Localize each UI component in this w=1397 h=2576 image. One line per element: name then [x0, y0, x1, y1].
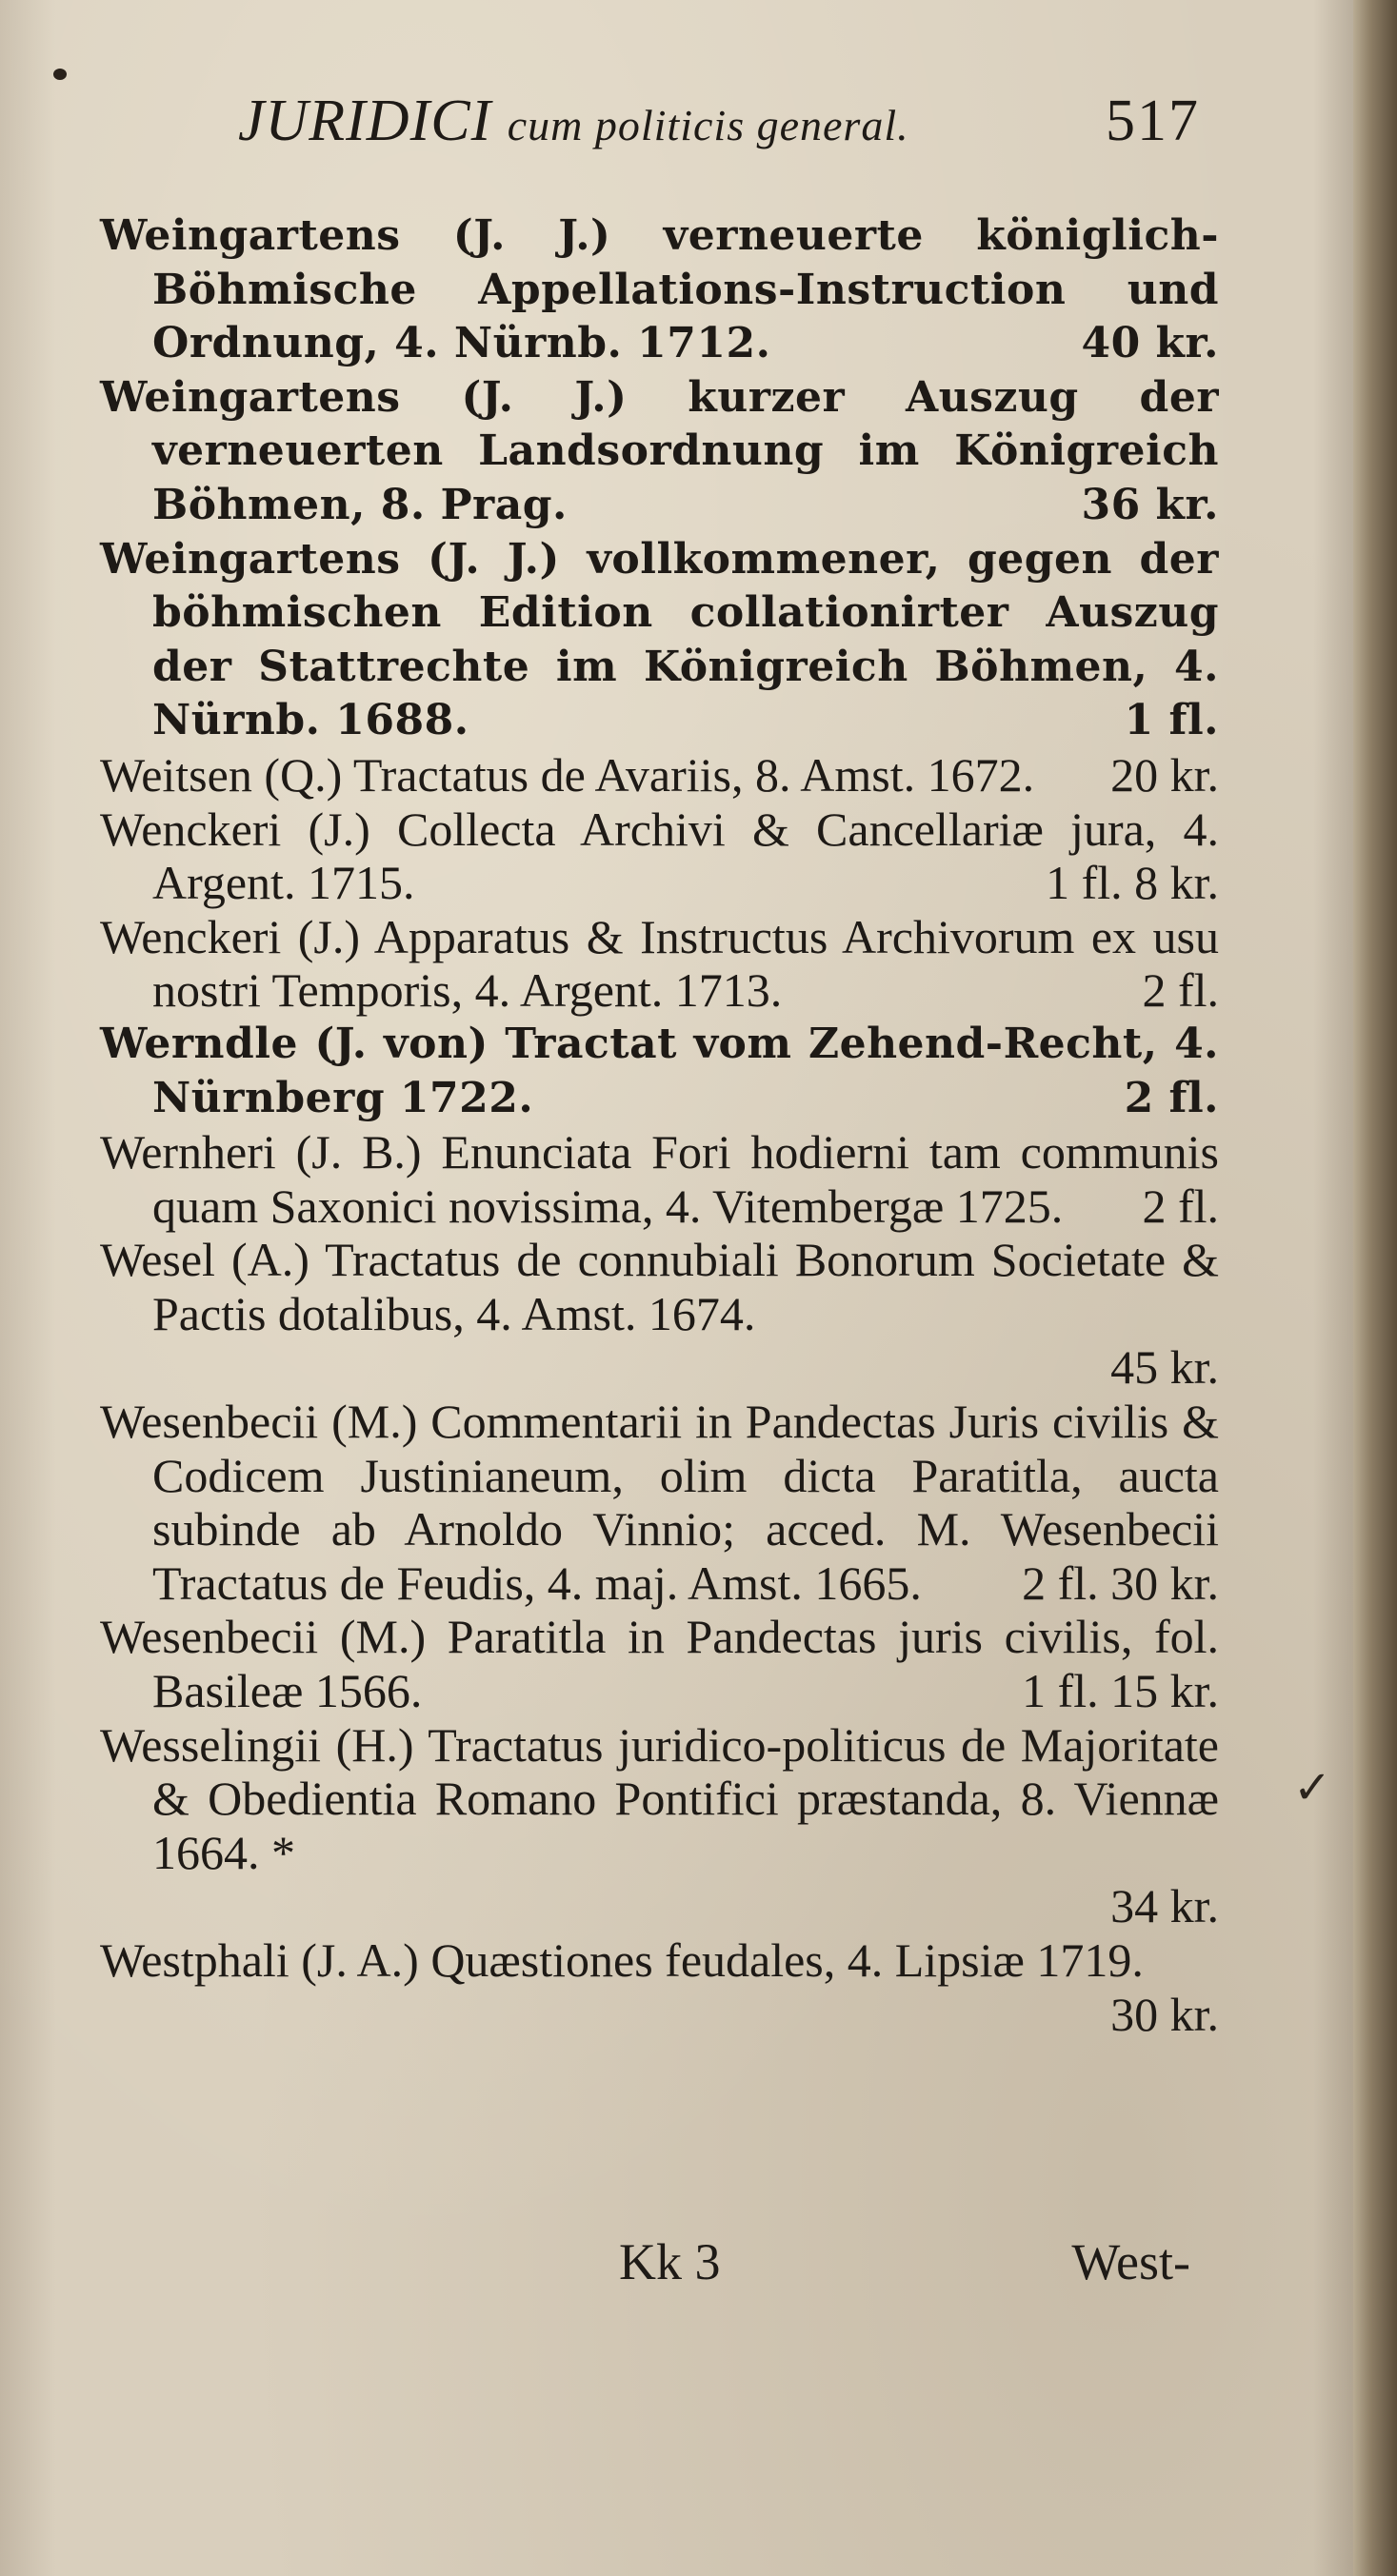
- entry-price: 34 kr.: [1110, 1879, 1219, 1933]
- running-title-main: JURIDICI: [238, 89, 492, 153]
- catalog-entry: [100, 1395, 1219, 1610]
- page-edge: [1353, 0, 1397, 2576]
- entry-text: Weitsen (Q.) Tractatus de Avariis, 8. Amst. 1672.: [100, 747, 1035, 802]
- running-title: [238, 88, 909, 155]
- entry-text: Wenckeri (J.) Apparatus & Instructus Archivorum ex usu nostri Temporis, 4. Argent. 1713.: [100, 909, 1219, 1018]
- entry-price: 2 fl. 30 kr.: [1022, 1556, 1219, 1610]
- page-number: 517: [1106, 89, 1200, 153]
- ink-blot: [53, 69, 67, 80]
- catalog-entry: [100, 209, 1219, 371]
- entry-price: 2 fl.: [1142, 1179, 1219, 1233]
- entry-text: Weingartens (J. J.) vollkommener, gegen der böhmischen Edition collationirter Auszug der Stattrechte im Königreich Böhmen, 4. Nürnb. 1688.: [100, 534, 1219, 745]
- page-footer: [619, 2232, 1190, 2299]
- running-header: [238, 88, 1200, 173]
- catalog-entry: [100, 533, 1219, 748]
- catalog-entry: [100, 1018, 1219, 1125]
- entry-text: Westphali (J. A.) Quæstiones feudales, 4. Lipsiæ 1719.: [100, 1933, 1144, 1987]
- entry-price: 1 fl. 8 kr.: [1046, 856, 1219, 910]
- entry-price: 30 kr.: [1110, 1987, 1219, 2041]
- catalog-entry: [100, 371, 1219, 533]
- entry-text: Weingartens (J. J.) verneuerte königlich-Böhmische Appellations-Instruction und Ordnung, 4. Nürnb. 1712.: [100, 211, 1219, 368]
- entry-price: 1 fl.: [1124, 696, 1219, 745]
- catalog-entry: [100, 910, 1219, 1018]
- entry-text: Wesel (A.) Tractatus de connubiali Bonorum Societate & Pactis dotalibus, 4. Amst. 1674.: [100, 1233, 1219, 1340]
- catalog-entry: [100, 803, 1219, 910]
- entry-price: 2 fl.: [1142, 963, 1219, 1018]
- entry-text: Wesenbecii (M.) Paratitla in Pandectas juris civilis, fol. Basileæ 1566.: [100, 1610, 1219, 1718]
- catalog-entries: [100, 209, 1219, 2041]
- entry-text: Weingartens (J. J.) kurzer Auszug der verneuerten Landsordnung im Königreich Böhmen, 8. Prag.: [100, 372, 1219, 529]
- catalog-entry: [100, 1933, 1219, 2041]
- check-mark-icon: ✓: [1293, 1761, 1332, 1814]
- running-title-rest: cum politicis general.: [507, 101, 909, 149]
- catchword: West-: [1071, 2233, 1190, 2290]
- catalog-entry: [100, 1125, 1219, 1233]
- entry-text: Wenckeri (J.) Collecta Archivi & Cancellariæ jura, 4. Argent. 1715.: [100, 802, 1219, 910]
- entry-text: Wesselingii (H.) Tractatus juridico-politicus de Majoritate & Obedientia Romano Pontifici præstanda, 8. Viennæ 1664. *: [100, 1717, 1219, 1879]
- entry-text: Werndle (J. von) Tractat vom Zehend-Recht, 4. Nürnberg 1722.: [100, 1019, 1219, 1122]
- entry-price: 2 fl.: [1124, 1073, 1219, 1122]
- entry-text: Wernheri (J. B.) Enunciata Fori hodierni tam communis quam Saxonici novissima, 4. Vitembergæ 1725.: [100, 1125, 1219, 1233]
- entry-price: 36 kr.: [1081, 480, 1219, 529]
- signature-mark: Kk 3: [619, 2233, 721, 2290]
- entry-price: 40 kr.: [1081, 319, 1219, 368]
- catalog-entry: [100, 1233, 1219, 1395]
- entry-price: 20 kr.: [1110, 747, 1219, 802]
- entry-price: 45 kr.: [1110, 1340, 1219, 1395]
- catalog-entry: [100, 1610, 1219, 1717]
- catalog-entry: [100, 748, 1219, 803]
- entry-price: 1 fl. 15 kr.: [1022, 1664, 1219, 1718]
- entry-text: Wesenbecii (M.) Commentarii in Pandectas Juris civilis & Codicem Justinianeum, olim dicta Paratitla, aucta subinde ab Arnoldo Vinnio; acced. M. Wesenbecii Tractatus de Feudis, 4. maj. Amst. 1665.: [100, 1395, 1219, 1610]
- catalog-entry: [100, 1718, 1219, 1933]
